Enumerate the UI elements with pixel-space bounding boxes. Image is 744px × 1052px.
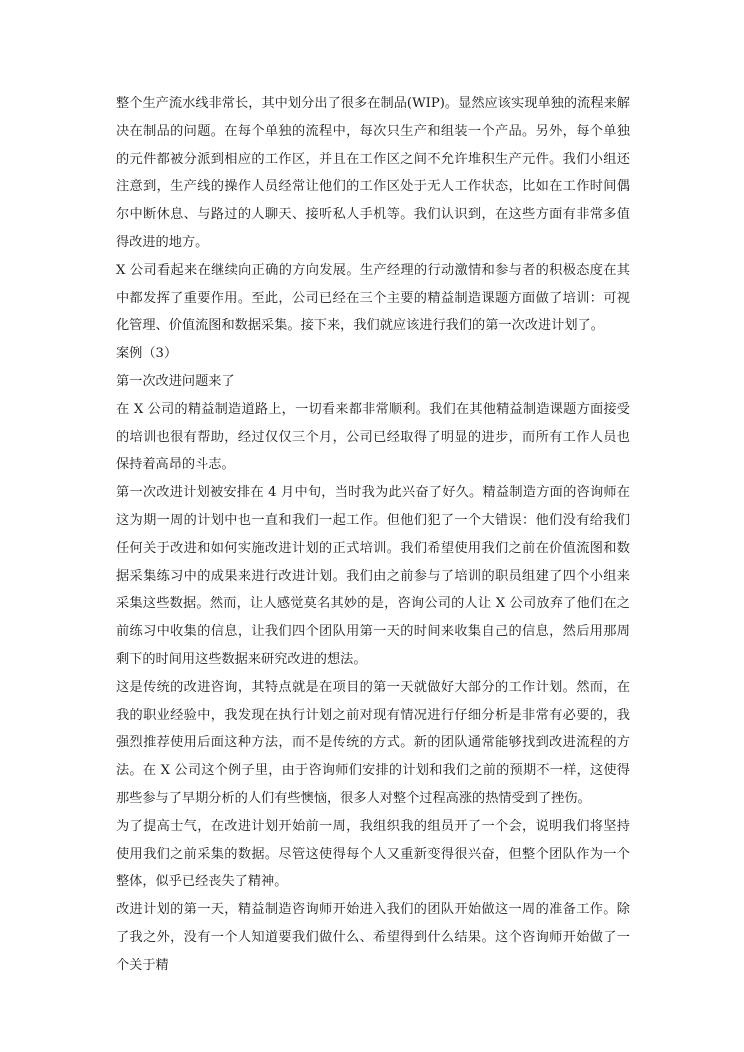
paragraph-wip: 整个生产流水线非常长，其中划分出了很多在制品(WIP)。显然应该实现单独的流程来解决在制品的问题。在每个单独的流程中，每次只生产和组装一个产品。另外，每个单独的元件都被分派到相应的工作区，并且在工作区之间不允许堆积生产元件。我们小组还注意到，生产线的操作人员经常让他们的工作区处于无人工作状态，比如在工作时间偶尔中断休息、与路过的人聊天、接听私人手机等。我们认识到，在这些方面有非常多值得改进的地方。: [116, 96, 630, 250]
case-label: 案例（3）: [116, 346, 178, 362]
paragraph-traditional-consulting: 这是传统的改进咨询，其特点就是在项目的第一天就做好大部分的工作计划。然而，在我的职业经验中，我发现在执行计划之前对现有情况进行仔细分析是非常有必要的，我强烈推荐使用后面这种方法，而不是传统的方式。新的团队通常能够找到改进流程的方法。在 X 公司这个例子里，由于咨询师们安排的计划和我们之前的预期不一样，这使得那些参与了早期分析的人们有些懊恼，很多人对整个过程高涨的热情受到了挫伤。: [116, 679, 630, 806]
paragraph-first-improvement: 第一次改进计划被安排在 4 月中旬，当时我为此兴奋了好久。精益制造方面的咨询师在这为期一周的计划中也一直和我们一起工作。但他们犯了一个大错误：他们没有给我们任何关于改进和如何实施改进计划的正式培训。我们希望使用我们之前在价值流图和数据采集练习中的成果来进行改进计划。我们由之前参与了培训的职员组建了四个小组来采集这些数据。然而，让人感觉莫名其妙的是，咨询公司的人让 X 公司放弃了他们在之前练习中收集的信息，让我们四个团队用第一天的时间来收集自己的信息，然后用那周剩下的时间用这些数据来研究改进的想法。: [116, 485, 630, 667]
paragraph-first-day: 改进计划的第一天，精益制造咨询师开始进入我们的团队开始做这一周的准备工作。除了我之外，没有一个人知道要我们做什么、希望得到什么结果。这个咨询师开始做了一个关于精: [116, 902, 630, 973]
paragraph-company-progress: X 公司看起来在继续向正确的方向发展。生产经理的行动激情和参与者的积极态度在其中都发挥了重要作用。至此，公司已经在三个主要的精益制造课题方面做了培训：可视化管理、价值流图和数据采集。接下来，我们就应该进行我们的第一次改进计划了。: [116, 262, 630, 334]
paragraph-morale: 为了提高士气，在改进计划开始前一周，我组织我的组员开了一个会，说明我们将坚持使用我们之前采集的数据。尽管这使得每个人又重新变得很兴奋，但整个团队作为一个整体，似乎已经丧失了精神。: [116, 818, 630, 890]
document-body: [116, 90, 630, 980]
section-title: 第一次改进问题来了: [116, 373, 235, 389]
paragraph-lean-road: 在 X 公司的精益制造道路上，一切看来都非常顺利。我们在其他精益制造课题方面接受的培训也很有帮助，经过仅仅三个月，公司已经取得了明显的进步，而所有工作人员也保持着高昂的斗志。: [116, 401, 630, 473]
